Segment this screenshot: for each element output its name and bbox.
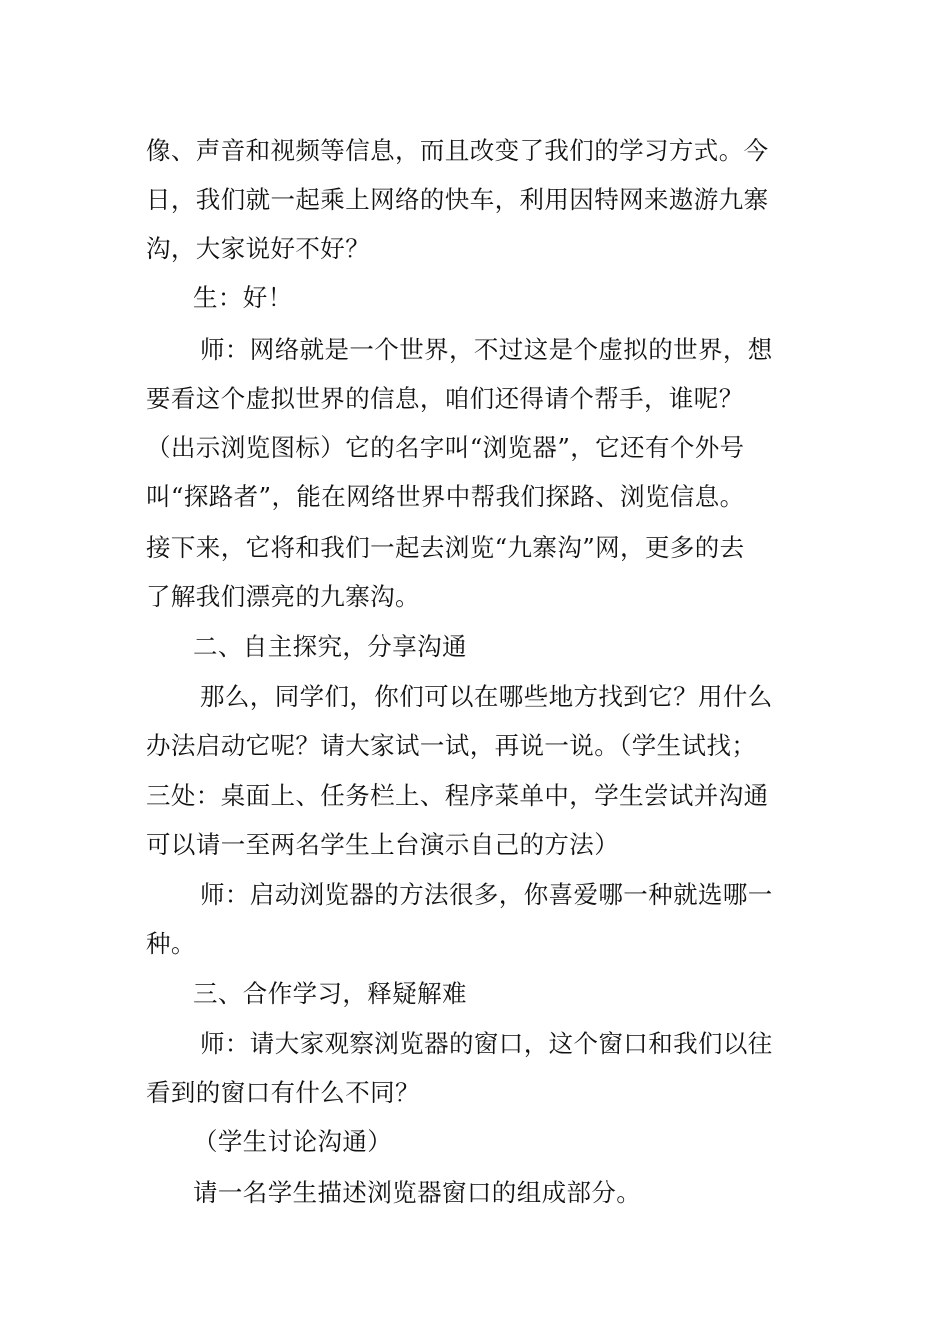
text-line: 师：请大家观察浏览器的窗口，这个窗口和我们以往 (200, 1029, 773, 1058)
text-line: 种。 (146, 929, 196, 958)
text-line: 办法启动它呢？请大家试一试，再说一说。（学生试找； (146, 731, 757, 760)
section-heading: 二、自主探究，分享沟通 (193, 632, 467, 661)
text-line: （出示浏览图标）它的名字叫“浏览器”，它还有个外号 (146, 433, 745, 462)
section-heading: 三、合作学习，释疑解难 (193, 979, 467, 1008)
text-line: 日，我们就一起乘上网络的快车，利用因特网来遨游九寨 (146, 185, 769, 214)
text-line: 看到的窗口有什么不同？ (146, 1078, 420, 1107)
text-line: 师：网络就是一个世界，不过这是个虚拟的世界，想 (200, 335, 773, 364)
text-line: 要看这个虚拟世界的信息，咱们还得请个帮手，谁呢？ (146, 384, 744, 413)
text-line: 那么，同学们，你们可以在哪些地方找到它？用什么 (200, 682, 773, 711)
text-line: 请一名学生描述浏览器窗口的组成部分。 (193, 1178, 642, 1207)
text-line: 叫“探路者”，能在网络世界中帮我们探路、浏览信息。 (146, 482, 745, 511)
text-line: 师：启动浏览器的方法很多，你喜爱哪一种就选哪一 (200, 880, 773, 909)
text-line: 像、声音和视频等信息，而且改变了我们的学习方式。今 (146, 136, 769, 165)
text-line: 接下来，它将和我们一起去浏览“九寨沟”网，更多的去 (146, 533, 745, 562)
text-line: （学生讨论沟通） (193, 1127, 393, 1156)
text-line: 了解我们漂亮的九寨沟。 (146, 582, 420, 611)
text-line: 沟，大家说好不好？ (146, 234, 371, 263)
text-line: 三处：桌面上、任务栏上、程序菜单中，学生尝试并沟通 (146, 781, 769, 810)
text-line: 可以请一至两名学生上台演示自己的方法） (146, 830, 620, 859)
text-line: 生：好！ (193, 283, 293, 312)
